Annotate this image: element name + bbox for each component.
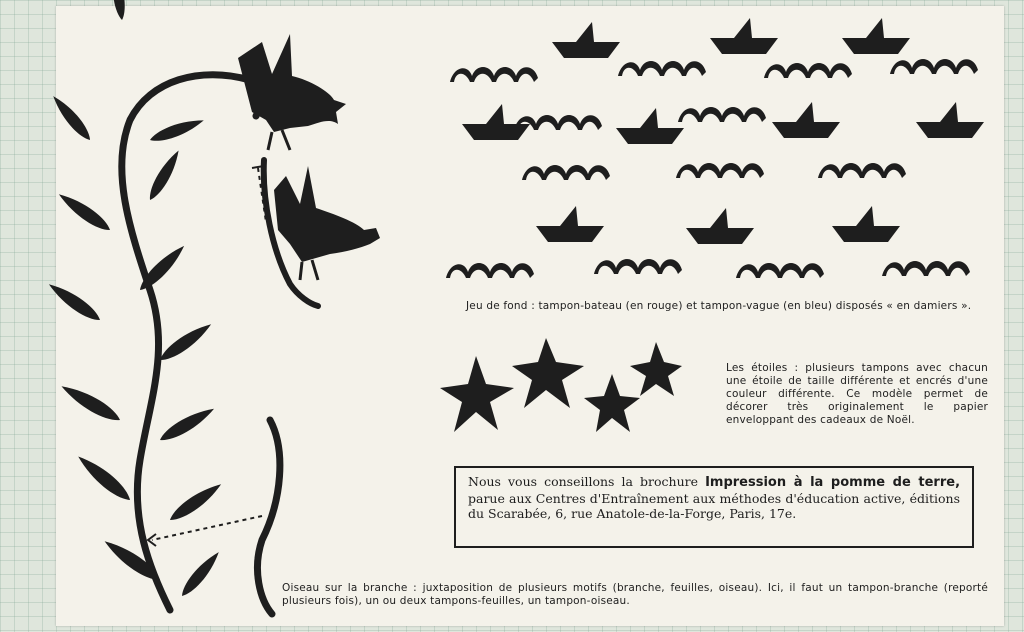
note-intro: Nous vous conseillons la brochure xyxy=(468,474,706,489)
leaf-stamp-icon xyxy=(145,148,184,203)
leaf-stamp-icon xyxy=(101,536,164,586)
boat-wave-pattern xyxy=(446,18,984,278)
wave-stamp-icon xyxy=(450,67,538,82)
boat-stamp-icon xyxy=(710,18,778,54)
boat-stamp-icon xyxy=(616,108,684,144)
boat-stamp-icon xyxy=(772,102,840,138)
wave-stamp-icon xyxy=(594,259,682,274)
brochure-note-box xyxy=(454,466,974,548)
leaf-stamp-icon xyxy=(45,279,103,325)
caption-background-pattern: Jeu de fond : tampon-bateau (en rouge) et tampon-vague (en bleu) disposés « en damiers ». xyxy=(466,300,972,312)
note-title: Impression à la pomme de terre, xyxy=(705,475,961,490)
boat-stamp-icon xyxy=(916,102,984,138)
leaf-stamp-icon xyxy=(166,479,224,525)
caption-bird-branch: Oiseau sur la branche : juxtaposition de plusieurs motifs (branche, feuilles, oiseau). Ici, il faut un tampon-branche (reporté plusieurs fois), un ou deux tampons-feuilles, un tampon-oiseau. xyxy=(282,582,988,607)
leaf-stamp-icon xyxy=(156,319,214,365)
leaf-stamp-icon xyxy=(49,92,95,143)
leaf-stamp-icon xyxy=(157,403,217,445)
wave-stamp-icon xyxy=(678,107,766,122)
boat-stamp-icon xyxy=(832,206,900,242)
wave-stamp-icon xyxy=(446,263,534,278)
boat-stamp-icon xyxy=(686,208,754,244)
boat-stamp-icon xyxy=(842,18,910,54)
star-stamp-icon xyxy=(584,374,640,432)
bird-stamp-icon xyxy=(274,166,380,280)
leaf-stamp-icon xyxy=(110,0,128,21)
wave-stamp-icon xyxy=(736,263,824,278)
bird-stamp-icon xyxy=(238,34,346,150)
wave-stamp-icon xyxy=(890,59,978,74)
leaf-stamp-icon xyxy=(74,451,135,505)
leaf-stamp-icon xyxy=(58,380,123,426)
note-rest: parue aux Centres d'Entraînement aux méthodes d'éducation active, éditions du Scarabée, 6, rue Anatole-de-la-Forge, Paris, 17e. xyxy=(468,490,960,521)
wave-stamp-icon xyxy=(676,163,764,178)
wave-stamp-icon xyxy=(764,63,852,78)
boat-stamp-icon xyxy=(552,22,620,58)
leaf-stamp-icon xyxy=(148,115,206,145)
wave-stamp-icon xyxy=(882,261,970,276)
leaf-stamp-icon xyxy=(178,548,224,599)
leaf-stamp-icon xyxy=(55,189,113,235)
caption-stars: Les étoiles : plusieurs tampons avec chacun une étoile de taille différente et encrés d'une couleur différente. Ce modèle permet de décorer très originalement le papier enveloppant des cadeaux de Noël. xyxy=(726,362,988,426)
star-stamp-icon xyxy=(512,338,584,408)
wave-stamp-icon xyxy=(618,61,706,76)
wave-stamp-icon xyxy=(522,165,610,180)
wave-stamp-icon xyxy=(818,163,906,178)
star-stamp-icon xyxy=(440,356,514,432)
star-stamp-icon xyxy=(630,342,682,396)
boat-stamp-icon xyxy=(536,206,604,242)
star-pattern xyxy=(440,338,682,432)
wave-stamp-icon xyxy=(514,115,602,130)
